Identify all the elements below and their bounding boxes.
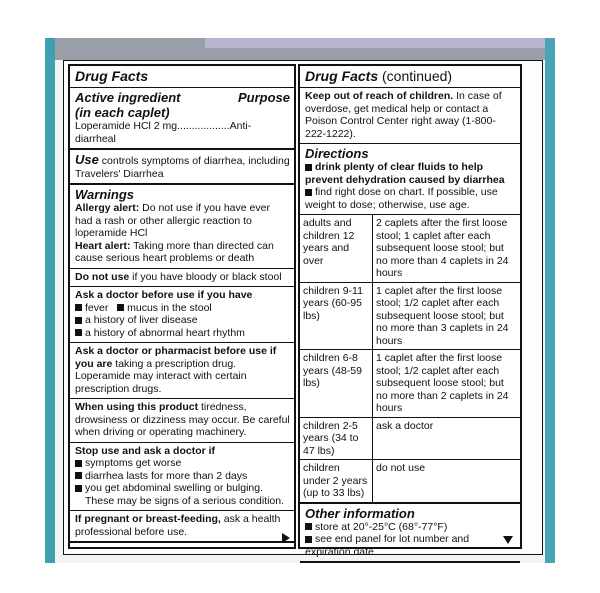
ask-doctor-section [70, 287, 294, 343]
when-using-text: tiredness, drowsiness or dizziness may occur. Be careful when driving or operating machinery. [75, 401, 290, 438]
warnings-section [70, 185, 294, 269]
bullet-icon [117, 304, 124, 311]
table-row [300, 282, 520, 350]
carton-top-strip [205, 38, 545, 48]
dose-amount-cell: do not use [373, 460, 521, 502]
keep-out-text: In case of overdose, get medical help or contact a Poison Control Center right away (1-800-222-1222). [305, 90, 502, 140]
directions-bullet-1: drink plenty of clear fluids to help prevent dehydration caused by diarrhea [305, 161, 505, 186]
allergy-alert-text: Do not use if you have ever had a rash or other allergic reaction to loperamide HCl [75, 202, 270, 239]
drug-facts-continued-title: Drug Facts [305, 68, 379, 84]
other-info-item: store at 20°-25°C (68°-77°F) [315, 520, 448, 533]
pregnancy-section [70, 511, 294, 543]
ask-doctor-item: a history of abnormal heart rhythm [85, 326, 245, 339]
continue-down-arrow-icon [503, 536, 513, 544]
keep-out-label: Keep out of reach of children. [305, 90, 454, 102]
table-row [300, 417, 520, 460]
keep-out-section [300, 88, 520, 144]
left-header [70, 66, 294, 88]
bullet-icon [75, 317, 82, 324]
bullet-icon [75, 472, 82, 479]
dose-age-cell: children 9-11 years (60-95 lbs) [300, 282, 373, 350]
bullet-icon [305, 536, 312, 543]
stop-use-item: you get abdominal swelling or bulging. [85, 482, 264, 494]
bullet-icon [305, 164, 312, 171]
continued-label: (continued) [378, 68, 453, 84]
other-information-heading: Other information [305, 505, 415, 521]
dose-amount-cell: 1 caplet after the first loose stool; 1/2 caplet after each subsequent loose stool; but no more than 2 caplets in 24 hours [373, 350, 521, 418]
bullet-icon [75, 485, 82, 492]
heart-alert-label: Heart alert: [75, 239, 131, 252]
stop-use-item: diarrhea lasts for more than 2 days [85, 469, 248, 482]
other-info-item: see end panel for lot number and expiration date [305, 533, 470, 558]
bullet-icon [305, 189, 312, 196]
bullet-icon [75, 304, 82, 311]
dose-amount-cell: ask a doctor [373, 417, 521, 460]
table-row [300, 350, 520, 418]
stop-use-item: symptoms get worse [85, 457, 182, 469]
ask-doctor-row-1 [75, 302, 290, 315]
ask-pharmacist-heading: Ask a doctor or pharmacist before use if you are [75, 345, 277, 370]
directions-section [300, 144, 520, 504]
use-heading: Use [75, 152, 99, 167]
bullet-icon [305, 523, 312, 530]
other-information-section [300, 504, 520, 564]
dose-age-cell: children 2-5 years (34 to 47 lbs) [300, 417, 373, 460]
do-not-use-text: if you have bloody or black stool [129, 270, 282, 283]
dose-amount-cell: 1 caplet after the first loose stool; 1/2 caplet after each subsequent loose stool; but no more than 3 caplets in 24 hours [373, 282, 521, 350]
do-not-use-section [70, 269, 294, 288]
stop-use-section [70, 443, 294, 512]
stop-use-note: These may be signs of a serious condition. [85, 494, 285, 507]
bullet-icon [75, 460, 82, 467]
dose-age-cell: children 6-8 years (48-59 lbs) [300, 350, 373, 418]
ask-pharmacist-section [70, 343, 294, 399]
ask-doctor-item: mucus in the stool [127, 301, 212, 314]
when-using-section [70, 399, 294, 443]
active-ingredient-heading: Active ingredient [75, 90, 181, 105]
dose-amount-cell: 2 caplets after the first loose stool; 1 caplet after each subsequent loose stool; but no more than 4 caplets in 24 hours [373, 215, 521, 283]
active-ingredient-subheading: (in each caplet) [75, 105, 170, 120]
use-section [70, 150, 294, 185]
table-row [300, 215, 520, 283]
purpose-heading: Purpose [237, 90, 290, 105]
dose-age-cell: adults and children 12 years and over [300, 215, 373, 283]
use-text: controls symptoms of diarrhea, including Travelers' Diarrhea [75, 155, 290, 180]
drug-facts-title: Drug Facts [75, 68, 149, 84]
ask-doctor-item: a history of liver disease [85, 314, 198, 326]
directions-heading: Directions [305, 146, 369, 161]
drug-facts-left-column [68, 64, 296, 549]
warnings-heading: Warnings [75, 187, 134, 202]
allergy-alert-label: Allergy alert: [75, 202, 140, 214]
ask-pharmacist-text: taking a prescription drug. Loperamide may interact with certain prescription drugs. [75, 357, 247, 395]
ask-doctor-heading: Ask a doctor before use if you have [75, 289, 253, 301]
when-using-label: When using this product [75, 401, 199, 413]
dosing-table [300, 214, 520, 502]
pregnancy-label: If pregnant or breast-feeding, [75, 513, 221, 525]
carton-right-edge [545, 38, 555, 563]
right-header [300, 66, 520, 88]
active-ingredient-section [70, 88, 294, 150]
table-row [300, 460, 520, 502]
pregnancy-text: ask a health professional before use. [75, 513, 281, 538]
directions-bullet-2: find right dose on chart. If possible, use weight to dose; otherwise, use age. [305, 186, 498, 211]
continue-arrow-icon [282, 533, 290, 543]
ingredient-line: Loperamide HCl 2 mg..................Anti-diarrheal [75, 120, 252, 145]
drug-facts-right-column [298, 64, 522, 558]
ask-doctor-item: fever [85, 301, 109, 314]
carton-left-edge [45, 38, 55, 563]
bullet-icon [75, 329, 82, 336]
do-not-use-label: Do not use [75, 270, 130, 283]
dose-age-cell: children under 2 years (up to 33 lbs) [300, 460, 373, 502]
stop-use-heading: Stop use and ask a doctor if [75, 444, 216, 457]
heart-alert-text: Taking more than directed can cause serious heart problems or death [75, 239, 274, 264]
